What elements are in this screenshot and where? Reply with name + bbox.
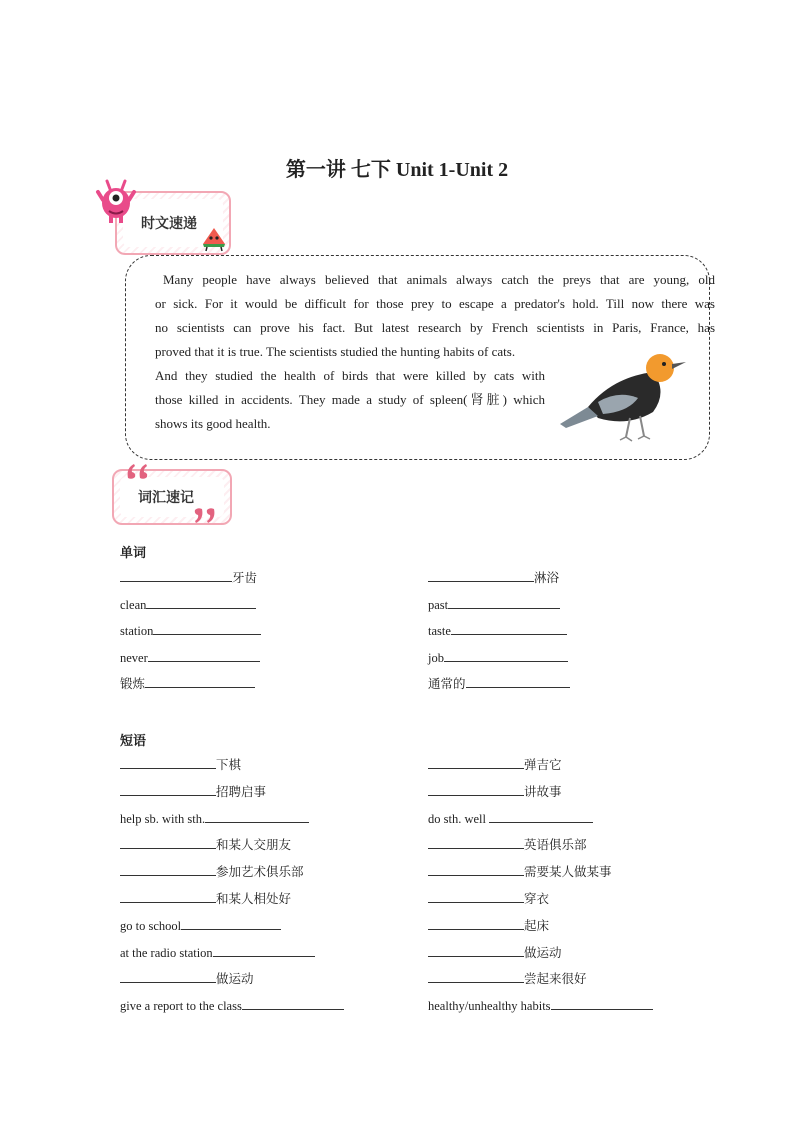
phrases-heading: 短语 [120,734,147,749]
fill-blank-row [120,754,241,774]
fill-blank-row [120,942,315,962]
answer-blank[interactable] [428,861,524,876]
answer-blank[interactable] [428,834,524,849]
answer-blank[interactable] [428,754,524,769]
answer-blank[interactable] [148,647,260,662]
answer-blank[interactable] [489,808,593,823]
words-heading: 单词 [120,546,147,561]
answer-blank[interactable] [120,781,216,796]
answer-blank[interactable] [444,647,568,662]
row-prompt: past [428,597,449,612]
fill-blank-row [120,915,281,935]
row-meaning: 英语俱乐部 [524,837,587,853]
row-meaning: 招聘启事 [216,783,267,799]
quote-marks-icon [124,462,150,480]
row-meaning: 做运动 [216,971,254,987]
monster-mascot-icon [95,178,137,224]
row-meaning: 牙齿 [232,570,258,585]
answer-blank[interactable] [428,942,524,957]
fill-blank-row [428,915,549,935]
fill-blank-row [428,567,559,587]
row-prompt: go to school [120,918,182,933]
row-meaning: 尝起来很好 [524,971,587,987]
answer-blank[interactable] [146,594,256,609]
quote-marks-icon [192,507,218,525]
row-meaning: 需要某人做某事 [524,864,612,880]
answer-blank[interactable] [120,888,216,903]
fill-blank-row [120,861,304,881]
fill-blank-row [120,594,256,614]
answer-blank[interactable] [120,754,216,769]
row-meaning: 和某人交朋友 [216,837,292,853]
fill-blank-row [428,834,587,854]
vocab-section-label: 词汇速记 [120,477,224,517]
answer-blank[interactable] [466,673,570,688]
reading-line: proved that it is true. The scientists studied the hunting habits of cats. [155,344,516,359]
fill-blank-row [120,567,257,587]
watermelon-mascot-icon [201,226,227,252]
row-prompt: give a report to the class [120,999,242,1014]
row-meaning: 和某人相处好 [216,891,292,906]
fill-blank-row [428,781,562,801]
fill-blank-row [428,620,567,640]
fill-blank-row [428,942,562,962]
fill-blank-row [428,754,562,774]
answer-blank[interactable] [428,888,524,903]
reading-section-label: 时文速递 [123,199,223,247]
fill-blank-row [120,834,291,854]
answer-blank[interactable] [428,915,524,930]
row-meaning: 淋浴 [534,570,560,585]
row-prompt: never [120,650,148,665]
fill-blank-row [120,808,309,828]
row-meaning: 做运动 [524,944,562,960]
row-meaning: 下棋 [216,757,242,772]
answer-blank[interactable] [213,942,315,957]
row-prompt: 锻炼 [120,676,146,691]
reading-line: Many people have always believed that animals always catch the preys that are young, old [163,272,715,287]
answer-blank[interactable] [428,781,524,796]
fill-blank-row [428,808,593,828]
page-title: 第一讲 七下 Unit 1-Unit 2 [285,159,509,181]
row-prompt: do sth. well [428,811,490,826]
row-prompt: 通常的 [428,676,466,691]
answer-blank[interactable] [428,567,534,582]
fill-blank-row [120,781,266,801]
row-prompt: clean [120,597,147,612]
fill-blank-row [428,647,568,667]
row-meaning: 起床 [524,917,550,933]
row-meaning: 弹吉它 [524,757,562,772]
row-meaning: 讲故事 [524,783,562,799]
reading-line: And they studied the health of birds that were killed by cats with [155,368,545,383]
fill-blank-row [428,968,587,988]
reading-line: no scientists can prove his fact. But latest research by French scientists in Paris, France, has [155,320,715,335]
answer-blank[interactable] [120,834,216,849]
answer-blank[interactable] [120,968,216,983]
answer-blank[interactable] [428,968,524,983]
fill-blank-row [120,673,255,693]
row-meaning: 参加艺术俱乐部 [216,864,304,880]
fill-blank-row [428,995,653,1015]
fill-blank-row [428,861,612,881]
reading-line: or sick. For it would be difficult for those prey to escape a predator's hold. Till now there was [155,296,715,311]
reading-line: shows its good health. [155,416,271,431]
answer-blank[interactable] [551,995,653,1010]
answer-blank[interactable] [120,861,216,876]
row-prompt: help sb. with sth. [120,811,206,826]
row-prompt: station [120,624,154,638]
answer-blank[interactable] [451,620,567,635]
row-prompt: healthy/unhealthy habits [428,999,551,1014]
row-prompt: at the radio station [120,945,213,960]
fill-blank-row [428,594,560,614]
reading-line: those killed in accidents. They made a study of spleen(肾脏) which [155,392,545,407]
bird-illustration [558,352,688,447]
answer-blank[interactable] [242,995,344,1010]
answer-blank[interactable] [205,808,309,823]
fill-blank-row [120,647,260,667]
fill-blank-row [120,968,254,988]
fill-blank-row [120,995,344,1015]
answer-blank[interactable] [181,915,281,930]
answer-blank[interactable] [448,594,560,609]
answer-blank[interactable] [153,620,261,635]
fill-blank-row [428,673,570,693]
answer-blank[interactable] [145,673,255,688]
answer-blank[interactable] [120,567,232,582]
fill-blank-row [120,888,291,908]
fill-blank-row [120,620,261,640]
row-prompt: taste [428,624,451,638]
fill-blank-row [428,888,549,908]
row-prompt: job [428,650,444,665]
row-meaning: 穿衣 [524,891,550,906]
